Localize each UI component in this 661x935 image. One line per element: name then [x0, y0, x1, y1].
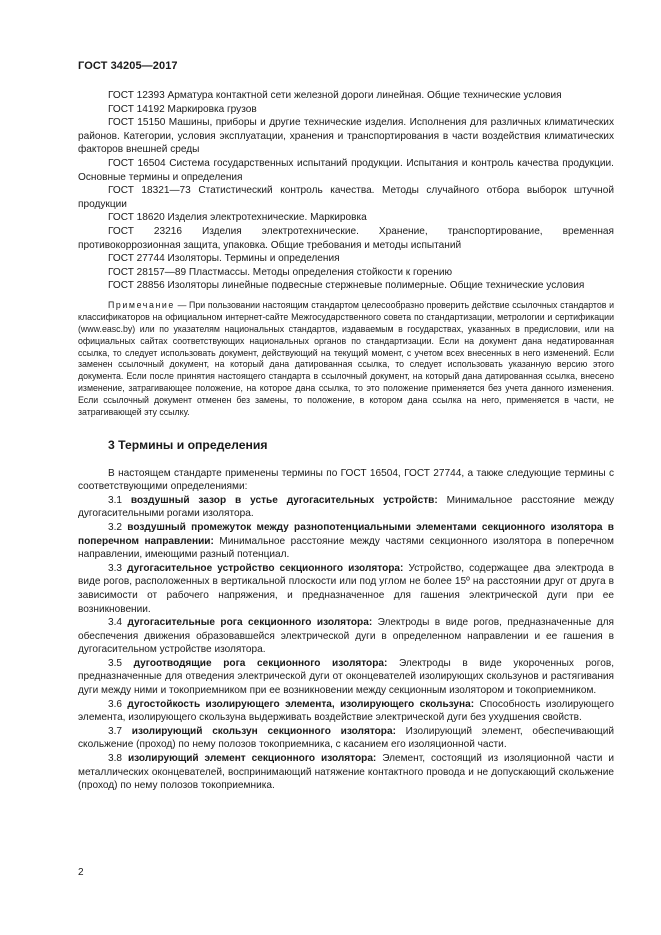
note-text: — При пользовании настоящим стандартом целесообразно проверить действие ссылочных стандартов и классификаторов на официальном интернет-сайте Межгосударственного совета по стандартизации, метрологии и сертификации (www.easc.by) или по указателям национальных стандартов, издаваемым в государствах, указанных в предисловии, или на официальных сайтах соответствующих национальных органов по стандартизации. Если на документ дана недатированная ссылка, то следует использовать документ, действующий на текущий момент, с учетом всех внесенных в него изменений. Если заменен ссылочный документ, на который дана датированная ссылка, то следует использовать указанную версию этого документа. Если после принятия настоящего стандарта в ссылочный документ, на который дана датированная ссылка, внесено изменение, затрагивающее положение, на которое дана ссылка, то это положение применяется без учета данного изменения. Если ссылочный документ отменен без замены, то положение, в котором дана ссылка на него, применяется в части, не затрагивающей эту ссылку.	[78, 299, 614, 418]
term-name: дугоотводящие рога секционного изолятора:	[133, 657, 388, 669]
reference-item: ГОСТ 12393 Арматура контактной сети железной дороги линейная. Общие технические условия	[108, 90, 562, 101]
term-text: Электроды в виде рогов, предназначенные для обеспечения движения образовавшейся электрической дуги в определенном направлении и ее гашения в дугогасительном устройстве изолятора.	[78, 617, 614, 656]
reference-item: ГОСТ 15150 Машины, приборы и другие технические изделия. Исполнения для различных климатических районов. Категории, условия эксплуатации, хранения и транспортирования в части воздействия климатических факторов внешней среды	[78, 117, 614, 156]
term-definition	[78, 725, 614, 752]
section-intro: В настоящем стандарте применены термины по ГОСТ 16504, ГОСТ 27744, а также следующие термины с соответствующими определениями:	[78, 467, 614, 493]
document-header: ГОСТ 34205—2017	[78, 60, 178, 72]
reference-item: ГОСТ 28856 Изоляторы линейные подвесные стержневые полимерные. Общие технические условия	[108, 280, 585, 292]
term-number: 3.1	[108, 494, 131, 506]
term-text: Элемент, состоящий из изоляционной части и металлических оконцевателей, воспринимающий натяжение контактного провода и не допускающий скольжение (проход) по нему полозов токоприемника.	[78, 753, 614, 792]
term-name: воздушный зазор в устье дугогасительных устройств:	[130, 494, 438, 506]
reference-item: ГОСТ 16504 Система государственных испытаний продукции. Испытания и контроль качества продукции. Основные термины и определения	[78, 157, 614, 183]
reference-item: ГОСТ 28157—89 Пластмассы. Методы определения стойкости к горению	[108, 266, 453, 278]
term-definition	[78, 616, 614, 657]
term-text: Изолирующий элемент, обеспечивающий скольжение (проход) по нему полозов токоприемника, с касанием его изоляционной части.	[78, 725, 614, 751]
term-text: Способность изолирующего элемента, изолирующего скользуна выдерживать воздействие электрической дуги без ухудшения свойств.	[78, 698, 614, 724]
term-name: изолирующий скользун секционного изолятора:	[131, 725, 396, 737]
reference-item: ГОСТ 18620 Изделия электротехнические. Маркировка	[108, 212, 367, 224]
term-name: воздушный промежуток между разнопотенциальными элементами секционного изолятора в поперечном направлении:	[78, 521, 614, 547]
section-title: 3 Термины и определения	[108, 437, 268, 452]
term-name: дугостойкость изолирующего элемента, изолирующего скользуна:	[127, 698, 475, 710]
term-text: Минимальное расстояние между дугогасительными рогами изолятора.	[78, 494, 614, 520]
reference-item: ГОСТ 27744 Изоляторы. Термины и определения	[108, 253, 340, 265]
term-number: 3.5	[108, 657, 134, 669]
term-number: 3.6	[108, 698, 128, 710]
term-definition	[78, 562, 614, 616]
note-paragraph	[78, 300, 614, 419]
page-number: 2	[78, 867, 84, 878]
document-body	[78, 89, 614, 793]
term-definition	[78, 494, 614, 521]
term-number: 3.3	[108, 562, 128, 574]
term-definition	[78, 752, 614, 793]
term-number: 3.2	[108, 521, 128, 533]
references-list	[78, 89, 614, 293]
term-name: дугогасительное устройство секционного изолятора:	[127, 562, 404, 574]
term-text: Электроды в виде укороченных рогов, предназначенные для отведения электрической дуги от оконцевателей изолирующих скользунов и растягивания дуги между ними и токоприемником при ее возникновении между секционным изолятором и токоприемником.	[78, 657, 615, 697]
term-definition	[78, 698, 614, 725]
term-text: Минимальное расстояние между частями секционного изолятора в поперечном направлении, имеющими разный потенциал.	[78, 535, 614, 561]
reference-item: ГОСТ 23216 Изделия электротехнические. Хранение, транспортирование, временная противокоррозионная защита, упаковка. Общие требования и методы испытаний	[78, 225, 614, 251]
term-number: 3.8	[108, 753, 128, 765]
reference-item: ГОСТ 14192 Маркировка грузов	[108, 103, 257, 115]
term-definition	[78, 521, 614, 562]
reference-item: ГОСТ 18321—73 Статистический контроль качества. Методы случайного отбора выборок штучной продукции	[78, 185, 614, 210]
term-text: Устройство, содержащее два электрода в виде рогов, расположенных в вертикальной плоскости или под углом не более 15º на расстоянии друг от друга в зависимости от рабочего напряжения, и предназначенное для гашения электрической дуги при ее возникновении.	[78, 562, 614, 615]
term-name: дугогасительные рога секционного изолятора:	[127, 617, 373, 629]
term-definition	[78, 657, 614, 698]
term-name: изолирующий элемент секционного изолятора:	[127, 753, 377, 765]
term-number: 3.7	[108, 725, 132, 737]
note-label: Примечание	[108, 299, 175, 310]
term-number: 3.4	[108, 617, 128, 629]
